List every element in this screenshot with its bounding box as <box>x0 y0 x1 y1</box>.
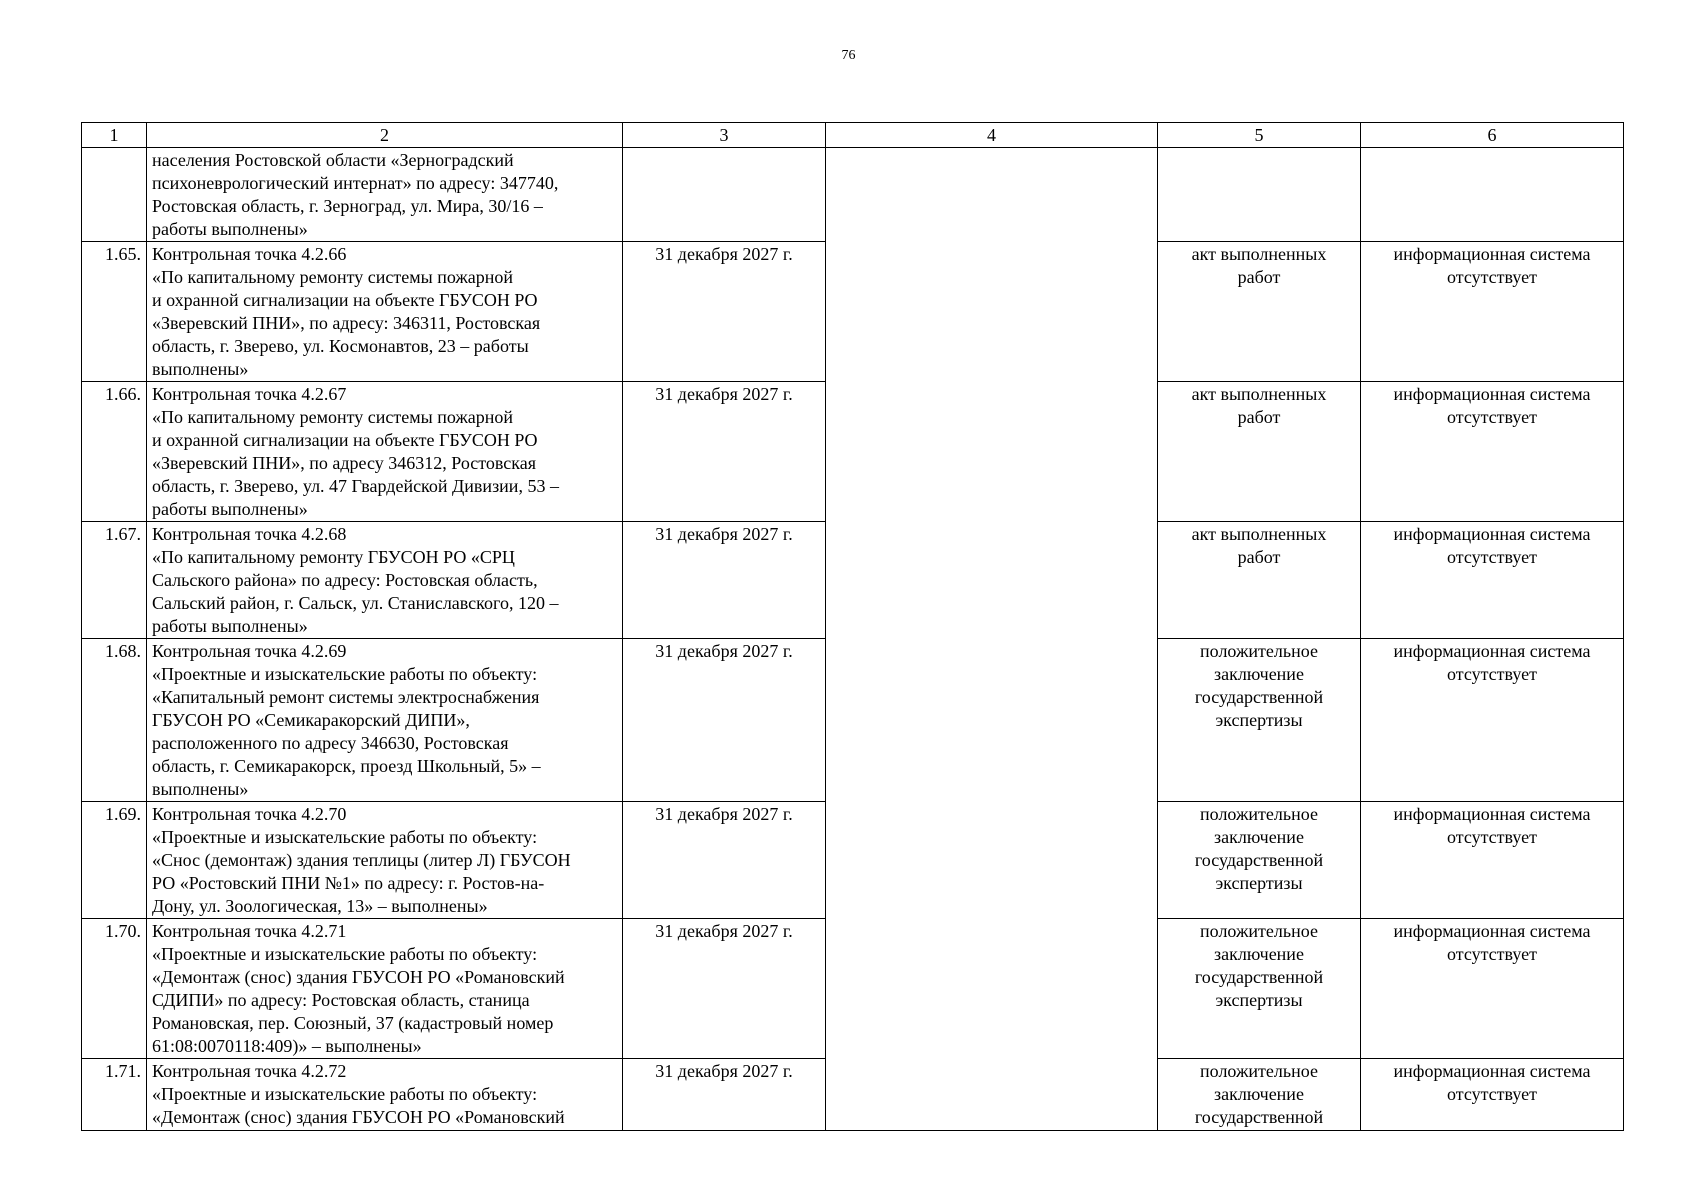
information-system <box>1361 639 1624 802</box>
row-number: 1.67. <box>82 522 147 639</box>
row-number: 1.65. <box>82 242 147 382</box>
confirming-document <box>1158 522 1361 639</box>
description-line: Романовская, пер. Союзный, 37 (кадастровый номер <box>152 1013 554 1033</box>
control-point-description <box>147 919 623 1059</box>
table-body <box>82 148 1624 1131</box>
system-line: отсутствует <box>1446 827 1538 847</box>
column-header-5: 5 <box>1158 123 1361 148</box>
document-line: государственной <box>1194 967 1324 987</box>
document-line: работ <box>1237 267 1281 287</box>
document-line: работ <box>1237 547 1281 567</box>
document-line: акт выполненных <box>1191 524 1327 544</box>
document-line: положительное <box>1200 921 1318 941</box>
document-line: государственной <box>1194 850 1324 870</box>
deadline-date: 31 декабря 2027 г. <box>623 1059 826 1131</box>
description-line: Сальского района» по адресу: Ростовская область, <box>152 570 538 590</box>
description-line: Дону, ул. Зоологическая, 13» – выполнены» <box>152 896 488 916</box>
document-line: заключение <box>1214 1084 1304 1104</box>
description-line: Контрольная точка 4.2.69 <box>152 641 347 661</box>
description-line: область, г. Зверево, ул. 47 Гвардейской Дивизии, 53 – <box>152 476 559 496</box>
description-line: работы выполнены» <box>152 499 308 519</box>
row-number: 1.69. <box>82 802 147 919</box>
document-line: акт выполненных <box>1191 384 1327 404</box>
system-line: информационная система <box>1393 641 1591 661</box>
column-header-4: 4 <box>826 123 1158 148</box>
document-line: государственной <box>1194 1107 1324 1127</box>
deadline-date: 31 декабря 2027 г. <box>623 639 826 802</box>
description-line: 61:08:0070118:409)» – выполнены» <box>152 1036 422 1056</box>
description-line: Контрольная точка 4.2.66 <box>152 244 347 264</box>
control-point-description <box>147 522 623 639</box>
description-line: «По капитальному ремонту ГБУСОН РО «СРЦ <box>152 547 515 567</box>
description-line: и охранной сигнализации на объекте ГБУСОН РО <box>152 430 538 450</box>
system-line: отсутствует <box>1446 267 1538 287</box>
description-line: выполнены» <box>152 779 249 799</box>
document-line: заключение <box>1214 827 1304 847</box>
control-point-description <box>147 382 623 522</box>
description-line: «Зверевский ПНИ», по адресу 346312, Ростовская <box>152 453 537 473</box>
description-line: Контрольная точка 4.2.72 <box>152 1061 347 1081</box>
control-point-description <box>147 148 623 242</box>
information-system <box>1361 242 1624 382</box>
confirming-document <box>1158 919 1361 1059</box>
column-header-2: 2 <box>147 123 623 148</box>
description-line: СДИПИ» по адресу: Ростовская область, станица <box>152 990 530 1010</box>
description-line: Контрольная точка 4.2.68 <box>152 524 347 544</box>
system-line: отсутствует <box>1446 547 1538 567</box>
control-point-description <box>147 1059 623 1131</box>
description-line: населения Ростовской области «Зерноградский <box>152 150 514 170</box>
deadline-date: 31 декабря 2027 г. <box>623 919 826 1059</box>
column-header-1: 1 <box>82 123 147 148</box>
description-line: «Проектные и изыскательские работы по объекту: <box>152 664 538 684</box>
row-number: 1.71. <box>82 1059 147 1131</box>
control-point-description <box>147 242 623 382</box>
system-line: информационная система <box>1393 384 1591 404</box>
responsible-merged-cell <box>826 148 1158 1131</box>
description-line: «По капитальному ремонту системы пожарной <box>152 267 514 287</box>
system-line: отсутствует <box>1446 664 1538 684</box>
description-line: «Зверевский ПНИ», по адресу: 346311, Ростовская <box>152 313 541 333</box>
system-line: информационная система <box>1393 1061 1591 1081</box>
confirming-document <box>1158 242 1361 382</box>
description-line: психоневрологический интернат» по адресу: 347740, <box>152 173 559 193</box>
confirming-document <box>1158 1059 1361 1131</box>
document-line: положительное <box>1200 641 1318 661</box>
description-line: Контрольная точка 4.2.71 <box>152 921 347 941</box>
column-number-row <box>82 123 1624 148</box>
system-line: информационная система <box>1393 244 1591 264</box>
document-line: экспертизы <box>1215 990 1303 1010</box>
description-line: Контрольная точка 4.2.70 <box>152 804 347 824</box>
control-point-description <box>147 639 623 802</box>
information-system <box>1361 382 1624 522</box>
description-line: «Проектные и изыскательские работы по объекту: <box>152 944 538 964</box>
information-system <box>1361 522 1624 639</box>
system-line: отсутствует <box>1446 1084 1538 1104</box>
description-line: и охранной сигнализации на объекте ГБУСОН РО <box>152 290 538 310</box>
system-line: информационная система <box>1393 921 1591 941</box>
information-system <box>1361 802 1624 919</box>
description-line: «Демонтаж (снос) здания ГБУСОН РО «Романовский <box>152 1107 565 1127</box>
deadline-date: 31 декабря 2027 г. <box>623 382 826 522</box>
row-number: 1.70. <box>82 919 147 1059</box>
description-line: область, г. Зверево, ул. Космонавтов, 23 – работы <box>152 336 529 356</box>
confirming-document <box>1158 148 1361 242</box>
column-header-6: 6 <box>1361 123 1624 148</box>
description-line: «Снос (демонтаж) здания теплицы (литер Л) ГБУСОН <box>152 850 571 870</box>
document-line: акт выполненных <box>1191 244 1327 264</box>
description-line: работы выполнены» <box>152 616 308 636</box>
deadline-date: 31 декабря 2027 г. <box>623 522 826 639</box>
deadline-date <box>623 148 826 242</box>
column-header-3: 3 <box>623 123 826 148</box>
document-line: экспертизы <box>1215 873 1303 893</box>
document-line: экспертизы <box>1215 710 1303 730</box>
description-line: расположенного по адресу 346630, Ростовская <box>152 733 509 753</box>
information-system <box>1361 148 1624 242</box>
description-line: Сальский район, г. Сальск, ул. Станиславского, 120 – <box>152 593 559 613</box>
row-number: 1.66. <box>82 382 147 522</box>
system-line: отсутствует <box>1446 407 1538 427</box>
description-line: область, г. Семикаракорск, проезд Школьный, 5» – <box>152 756 541 776</box>
confirming-document <box>1158 802 1361 919</box>
description-line: «Проектные и изыскательские работы по объекту: <box>152 827 538 847</box>
document-line: работ <box>1237 407 1281 427</box>
deadline-date: 31 декабря 2027 г. <box>623 802 826 919</box>
deadline-date: 31 декабря 2027 г. <box>623 242 826 382</box>
description-line: Контрольная точка 4.2.67 <box>152 384 347 404</box>
table-row <box>82 148 1624 242</box>
description-line: «Проектные и изыскательские работы по объекту: <box>152 1084 538 1104</box>
document-line: положительное <box>1200 1061 1318 1081</box>
description-line: ГБУСОН РО «Семикаракорский ДИПИ», <box>152 710 470 730</box>
description-line: «Демонтаж (снос) здания ГБУСОН РО «Романовский <box>152 967 565 987</box>
information-system <box>1361 919 1624 1059</box>
information-system <box>1361 1059 1624 1131</box>
system-line: отсутствует <box>1446 944 1538 964</box>
document-line: положительное <box>1200 804 1318 824</box>
description-line: выполнены» <box>152 359 249 379</box>
row-number <box>82 148 147 242</box>
description-line: «Капитальный ремонт системы электроснабжения <box>152 687 540 707</box>
confirming-document <box>1158 639 1361 802</box>
document-line: государственной <box>1194 687 1324 707</box>
description-line: РО «Ростовский ПНИ №1» по адресу: г. Ростов-на- <box>152 873 545 893</box>
confirming-document <box>1158 382 1361 522</box>
document-line: заключение <box>1214 944 1304 964</box>
page-number: 76 <box>841 48 856 63</box>
document-line: заключение <box>1214 664 1304 684</box>
description-line: Ростовская область, г. Зерноград, ул. Мира, 30/16 – <box>152 196 543 216</box>
system-line: информационная система <box>1393 524 1591 544</box>
description-line: работы выполнены» <box>152 219 308 239</box>
row-number: 1.68. <box>82 639 147 802</box>
system-line: информационная система <box>1393 804 1591 824</box>
control-points-table <box>81 122 1624 1131</box>
control-point-description <box>147 802 623 919</box>
description-line: «По капитальному ремонту системы пожарной <box>152 407 514 427</box>
